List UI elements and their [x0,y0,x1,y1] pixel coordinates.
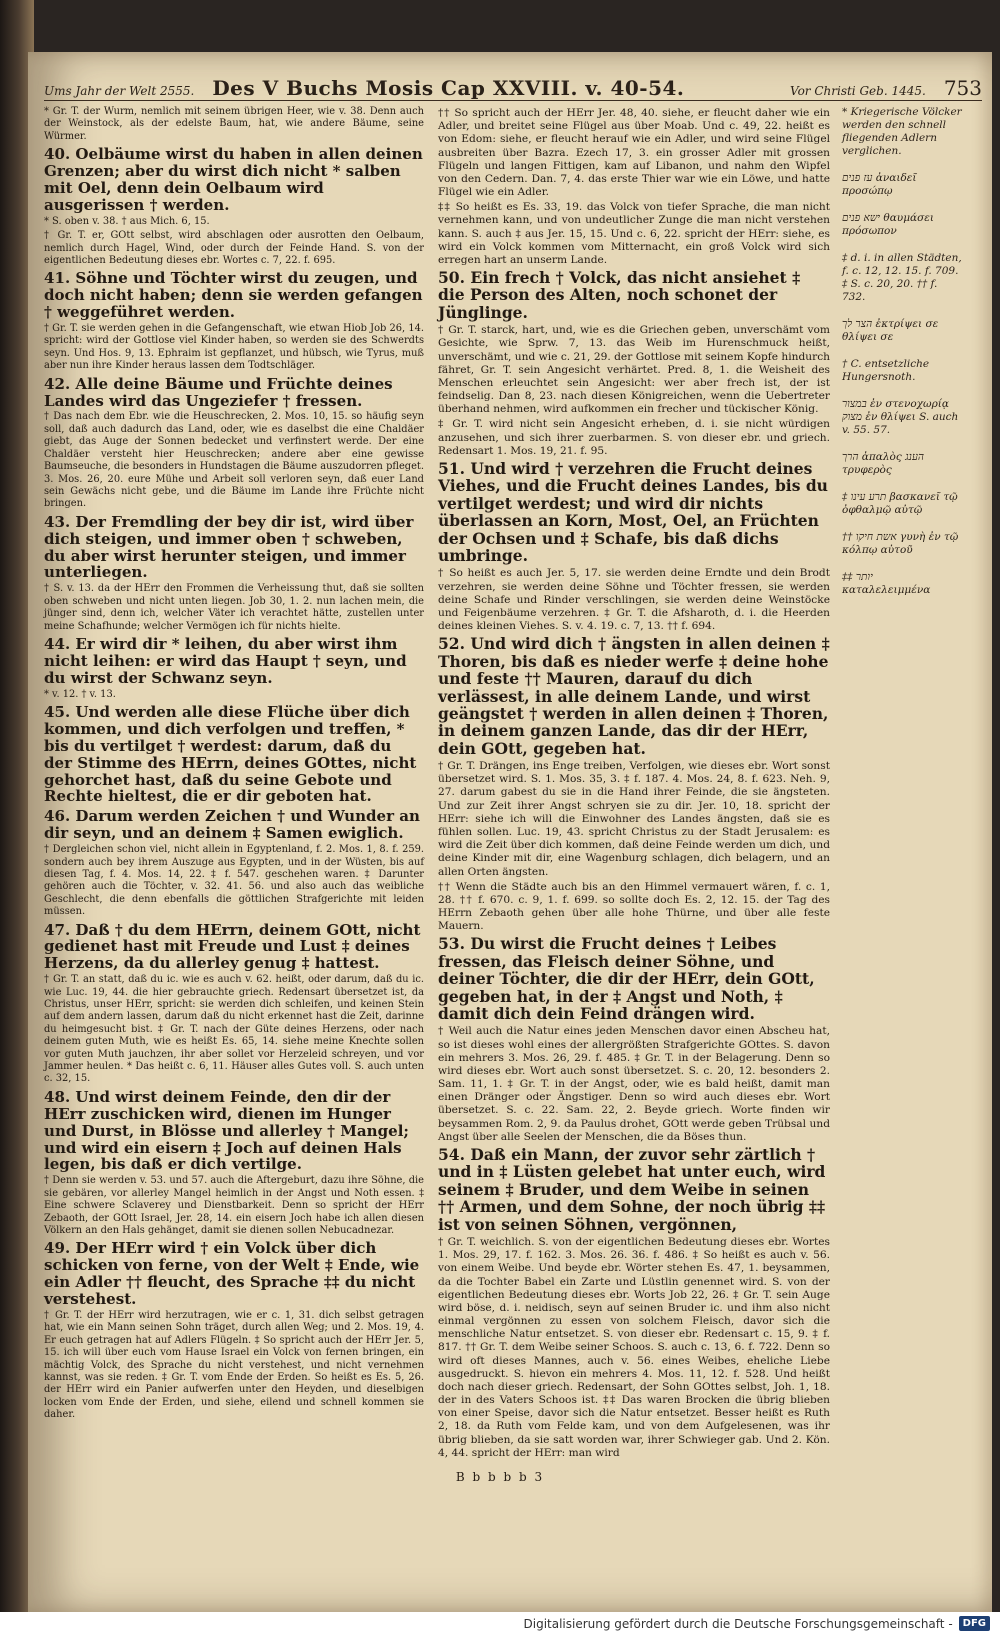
printer-signature: B b b b b 3 [455,1470,545,1484]
margin-note: * Kriegerische Völcker werden den schnell fliegenden Adlern verglichen. [842,106,962,157]
verse-paragraph: 47. Daß † du dem HErrn, deinem GOtt, nicht gedienet hast mit Freude und Lust ‡ deines Herzens, da du allerley genug ‡ hattest. [44,920,421,973]
margin-note: הצר לך ἐκτρίψει σε θλίψει σε [842,318,939,343]
footnote-paragraph: † S. v. 13. da der HErr den Frommen die Verheissung thut, daß sie sollten oben schweben und nicht unten liegen. Job 30, 1. 2. nun lachen mein, die jünger sind, denn ich, welcher Väter ich verachtet hätte, zustellen unter meine Schafhunde; welcher Vermögen ich für nichts hielte. [44,583,424,632]
margin-note: †† אשת חיקו γυνὴ ἐν τῷ κόλπῳ αὐτοῦ [842,531,959,556]
header-title: Des V Buchs Mosis Cap XXVIII. v. 40-54. [212,76,685,100]
verse-paragraph: 46. Darum werden Zeichen † und Wunder an dir seyn, und an deinem ‡ Samen ewiglich. [44,807,420,843]
footnote-paragraph: † So heißt es auch Jer. 5, 17. sie werden deine Erndte und dein Brodt verzehren, sie werden deine Söhne und Töchter fressen, sie werden deine Schafe und Rinder verschlingen, sie werden deine Weinstöcke und Feigenbäume verzehren. ‡ Gr. T. die Afsharoth, d. i. die Heerden deines kleinen Viehes. S. v. 4. 19. c. 7, 13. †† f. 694. [438,566,830,633]
footnote-paragraph: * Gr. T. der Wurm, nemlich mit seinem übrigen Heer, wie v. 38. Denn auch der Weinstock, als der edelste Baum, hat, wie andere Bäume, seine Würmer. [44,106,424,142]
footnote-paragraph: * v. 12. † v. 13. [44,688,116,700]
verse-paragraph: 40. Oelbäume wirst du haben in allen deinen Grenzen; aber du wirst dich nicht * salben mit Oel, denn dein Oelbaum wird ausgerissen † werden. [44,145,423,214]
footnote-paragraph: † Gr. T. sie werden gehen in die Gefangenschaft, wie etwan Hiob Job 26, 14. spricht: wird der Gottlose viel Kinder haben, so werden sie des Schwerdts seyn. Und Hos. 9, 13. Ephraim ist gepflanzet, und hübsch, wie Tyrus, muß aber nun ihre Kinder heraus lassen dem Todtschläger. [44,323,424,372]
verse-paragraph: 53. Du wirst die Frucht deines † Leibes fressen, das Fleisch deiner Söhne, und deiner Töchter, die dir der HErr, dein GOtt, gegeben hat, in der ‡ Angst und Noth, ‡ damit dich dein Feind drängen wird. [438,934,815,1023]
margin-notes [842,106,962,611]
verse-paragraph: 43. Der Fremdling der bey dir ist, wird über dich steigen, und immer oben † schweben, du aber wirst herunter steigen, und immer unterliegen. [44,512,414,582]
verse-paragraph: 44. Er wird dir * leihen, du aber wirst ihm nicht leihen: er wird das Haupt † seyn, und du wirst der Schwanz seyn. [44,634,407,687]
verse-paragraph: 49. Der HErr wird † ein Volck über dich schicken von ferne, von der Welt ‡ Ende, wie ein Adler †† fleucht, des Sprache ‡‡ du nicht verstehest. [44,1239,420,1309]
margin-note: ‡ d. i. in allen Städten, f. c. 12, 12. 15. f. 709. ‡ S. c. 20, 20. †† f. 732. [842,252,962,303]
footnote-paragraph: †† So spricht auch der HErr Jer. 48, 40. siehe, er fleucht daher wie ein Adler, und breitet seine Flügel aus über Moab. Und c. 49, 22. heißt es von Edom: siehe, er fleucht herauf wie ein Adler, und wird seine Flügel ausbreiten über Bazra. Ezech 17, 3. ein grosser Adler mit grossen Flügeln und langen Fittigen, kam auf Libanon, und nahm den Wipfel von den Cedern. Dan. 7, 4. das erste Thier war wie ein Löwe, und hatte Flügel wie ein Adler. [438,106,830,199]
header-rule [44,100,982,101]
margin-note: עז פנים ἀναιδεῖ προσώπῳ [842,172,917,197]
margin-note: הרך ἁπαλὸς הענג τρυφερὸς [842,451,925,476]
footnote-paragraph: † Gr. T. an statt, daß du ic. wie es auch v. 62. heißt, oder darum, daß du ic. wie Luc. 19, 44. die hier gebrauchte griech. Redensart übersetzet ist, da Christus, unser HErr, spricht: sie werden dich schleifen, und keinen Stein auf dem andern lassen, darum daß du nicht erkennet hast die Zeit, darinne du heimgesucht bist. ‡ Gr. T. nach der Güte deines Herzens, oder nach deinem guten Muth, wie es heißt Es. 65, 14. siehe meine Knechte sollen vor guten Muth jauchzen, ihr aber sollet vor Herzeleid schreyen, und vor Jammer heulen. * Das heißt c. 6, 11. Häuser alles Gutes voll. S. auch unten c. 32, 15. [44,974,424,1085]
footer-credit: Digitalisierung gefördert durch die Deutsche Forschungsgemeinschaft - [523,1616,953,1631]
page-number: 753 [943,76,982,100]
verse-paragraph: 48. Und wirst deinem Feinde, den dir der HErr zuschicken wird, dienen im Hunger und Durst, in Blösse und allerley † Mangel; und wird ein eisern ‡ Joch auf deinen Hals legen, bis daß er dich vertilge. [44,1087,409,1174]
digitization-footer [0,1612,1000,1635]
margin-note: ‡ תרע עינו βασκανεῖ τῷ ὀφθαλμῷ αὐτῷ [842,491,958,516]
footnote-paragraph: †† Wenn die Städte auch bis an den Himmel vermauert wären, f. c. 1, 28. †† f. 670. c. 9, 1. f. 699. so sollte doch Es. 2, 12. 15. der Tag des HErrn Zebaoth gehen über alle hohe Thürne, und über alle feste Mauern. [438,879,830,933]
margin-note: ישא פנים θαυμάσει πρόσωπον [842,212,935,237]
right-column [438,106,830,1461]
margin-note: ‡‡ יותר καταλελειμμένα [842,571,931,596]
verse-paragraph: 52. Und wird dich † ängsten in allen deinen ‡ Thoren, bis daß es nieder werfe ‡ deine hohe und feste †† Mauren, darauf du dich verlässest, in alle deinem Lande, und wirst geängstet † werden in allen deinen ‡ Thoren, in deinem ganzen Lande, das dir der HErr, dein GOtt, gegeben hat. [438,634,830,758]
verse-paragraph: 41. Söhne und Töchter wirst du zeugen, und doch nicht haben; denn sie werden gefangen † weggeführet werden. [44,269,423,322]
margin-note: † C. entsetzliche Hungersnoth. [842,358,930,383]
header-christ-year: Vor Christi Geb. 1445. [790,84,926,98]
footnote-paragraph: † Gr. T. er, GOtt selbst, wird abschlagen oder ausrotten den Oelbaum, nemlich durch Hagel, Wind, oder durch der Feinde Hand. S. von der eigentlichen Bedeutung dieses ebr. Wortes c. 7, 22. f. 695. [44,230,424,266]
footnote-paragraph: † Denn sie werden v. 53. und 57. auch die Aftergeburt, dazu ihre Söhne, die sie gebären, vor allerley Mangel heimlich in der Angst und Noth essen. ‡ Eine schwere Sclaverey und Dienstbarkeit. Denn so spricht der HErr Zebaoth, der GOtt Israel, Jer. 28, 14. ein eisern Joch habe ich allen diesen Völkern an den Hals gehänget, damit sie dienen sollen Nebucadnezar. [44,1175,424,1236]
footnote-paragraph: † Gr. T. weichlich. S. von der eigentlichen Bedeutung dieses ebr. Wortes 1. Mos. 29, 17. f. 162. 3. Mos. 26. 36. f. 486. ‡ So heißt es auch v. 56. von einem Weibe. Und beyde ebr. Wörter stehen Es. 47, 1. beysammen, da die Tochter Babel ein Zarte und Lüstlin genennet wird. S. von der eigentlichen Bedeutung dieses ebr. Worts Job 22, 26. ‡ Gr. T. sein Auge wird böse, d. i. neidisch, seyn auf seinen Bruder ic. und ihm also nicht einmal vergönnen zu essen von solchem Fleisch, davor sich die menschliche Natur entsetzet. S. von dieser ebr. Redensart c. 15, 9. ‡ f. 817. †† Gr. T. dem Weibe seiner Schoos. S. auch c. 13, 6. f. 722. Denn so wird oft dieses Mannes, auch v. 56. eines Weibes, eheliche Liebe ausgedruckt. S. hievon ein mehrers 4. Mos. 11, 12. f. 528. Und heißt doch nach dieser griech. Redensart, der Sohn GOttes selbst, Joh. 1, 18. der in des Vaters Schoos ist. ‡‡ Das waren Brocken die übrig blieben von einer Speise, davor sich die Natur entsetzet. Besser heißt es Ruth 2, 18. da Ruth vom Felde kam, und von dem Aufgelesenen, was ihr übrig blieben, da sie satt worden war, ihrer Schwieger gab. Und 2. Kön. 4, 44. spricht der HErr: man wird [438,1234,830,1459]
footnote-paragraph: † Dergleichen schon viel, nicht allein in Egyptenland, f. 2. Mos. 1, 8. f. 259. sondern auch bey ihrem Auszuge aus Egypten, und in der Wüsten, bis auf diesen Tag, f. 4. Mos. 14, 22. ‡ f. 547. geschehen waren. ‡ Darunter gehören auch die Töchter, v. 32. 41. 56. und also auch das weibliche Geschlecht, die denn ebenfalls die göttlichen Strafgerichte mit leiden müssen. [44,844,424,918]
header-world-year: Ums Jahr der Welt 2555. [44,84,195,98]
footnote-paragraph: ‡‡ So heißt es Es. 33, 19. das Volck von tiefer Sprache, die man nicht vernehmen kann, und von undeutlicher Zunge die man nicht verstehen kann. S. auch ‡ aus Jer. 15, 15. Und c. 6, 22. spricht der HErr: siehe, es wird ein Volck kommen vom Mitternacht, ein groß Volck wird sich erregen hart an unserm Lande. [438,200,830,266]
left-column [44,106,424,1424]
verse-paragraph: 51. Und wird † verzehren die Frucht deines Viehes, und die Frucht deines Landes, bis du vertilget werdest; und wird dir nichts überlassen an Korn, Most, Oel, an Früchten der Ochsen und ‡ Schafe, bis daß dichs umbringe. [438,459,828,566]
dfg-logo: DFG [959,1616,990,1631]
margin-note: במצור ἐν στενοχωρίᾳ מצוק ἐν θλίψει S. auch v. 55. 57. [842,398,959,436]
footnote-paragraph: † Gr. T. starck, hart, und, wie es die Griechen geben, unverschämt vom Gesichte, wie Sprw. 7, 13. das Weib im Hurenschmuck heißt, unverschämt, und wie c. 21, 29. der Gottlose mit seinem Kopfe hindurch fähret, Gr. T. sein Angesicht verhärtet. Pred. 8, 1. die Weisheit des Menschen erleuchtet sein Angesicht: wer aber frech ist, der ist feindselig. Dan 8, 23. nach diesen Königreichen, wenn die Uebertreter überhand nehmen, wird aufkommen ein frecher und tückischer König. [438,323,830,416]
verse-paragraph: 50. Ein frech † Volck, das nicht ansiehet ‡ die Person des Alten, noch schonet der Jünglinge. [438,268,801,322]
footnote-paragraph: * S. oben v. 38. † aus Mich. 6, 15. [44,215,210,227]
footnote-paragraph: † Gr. T. der HErr wird herzutragen, wie er c. 1, 31. dich selbst getragen hat, wie ein Mann seinen Sohn träget, durch allen Weg; und 2. Mos. 19, 4. Er euch getragen hat auf Adlers Flügeln. ‡ So spricht auch der HErr Jer. 5, 15. ich will über euch vom Hause Israel ein Volck von fernen bringen, ein mächtig Volck, des Sprache du nicht verstehest, und nicht vernehmen kannst, was sie reden. ‡ Gr. T. vom Ende der Erden. So heißt es Es. 5, 26. der HErr wird ein Panier aufwerfen unter den Heyden, und dieselbigen locken vom Ende der Erden, und siehe, eilend und schnell kommen sie daher. [44,1309,424,1421]
verse-paragraph: 54. Daß ein Mann, der zuvor sehr zärtlich † und in ‡ Lüsten gelebet hat unter euch, wird seinem ‡ Bruder, und dem Weibe in seinen †† Armen, und dem Sohne, der noch übrig ‡‡ ist von seinen Söhnen, vergönnen, [438,1144,826,1234]
footnote-paragraph: ‡ Gr. T. wird nicht sein Angesicht erheben, d. i. sie nicht würdigen anzusehen, und sich ihrer zuerbarmen. S. von dieser ebr. und griech. Redensart 1. Mos. 19, 21. f. 95. [438,417,830,457]
footnote-paragraph: † Weil auch die Natur eines jeden Menschen davor einen Abscheu hat, so ist dieses wohl eines der allergrößten Strafgerichte GOttes. S. davon ein mehrers 3. Mos. 26, 29. f. 485. ‡ Gr. T. in der Belagerung. Denn so wird dieses ebr. Wort auch sonst übersetzet. S. c. 20, 12. besonders 2. Sam. 11, 1. ‡ Gr. T. in der Angst, oder, wie es bald heißt, damit man einen Dränger oder Ängstiger. Denn so wird auch dieses ebr. Wort übersetzet. S. c. 22. Sam. 22, 2. Beyde griech. Worte finden wir beysammen Rom. 2, 9. da Paulus drohet, GOtt werde geben Trübsal und Angst über alle Seelen der Menschen, die da Böses thun. [438,1024,830,1143]
verse-paragraph: 45. Und werden alle diese Flüche über dich kommen, und dich verfolgen und treffen, * bis du vertilget † werdest: darum, daß du der Stimme des HErrn, deines GOttes, nicht gehorchet hast, daß du seine Gebote und Rechte hieltest, die er dir geboten hat. [44,703,417,806]
footnote-paragraph: † Das nach dem Ebr. wie die Heuschrecken, 2. Mos. 10, 15. so häufig seyn soll, daß auch dadurch das Land, oder, wie es daselbst die eine Chaldäer giebt, das Auge der Sonnen bedecket und verfinstert werde. Der eine Chaldäer versteht hier Heuschrecken; andere aber eine gewisse Baumseuche, die besonders in Hundstagen die Bäume auszudorren pfleget. 3. Mos. 26, 20. eure Mühe und Arbeit soll verloren seyn, daß euer Land sein Gewächs nicht gebe, und die Bäume im Lande ihre Früchte nicht bringen. [44,411,424,510]
footnote-paragraph: † Gr. T. Drängen, ins Enge treiben, Verfolgen, wie dieses ebr. Wort sonst übersetzet wird. S. 1. Mos. 35, 3. ‡ f. 187. 4. Mos. 24, 8. f. 623. Neh. 9, 27. darum gabest du sie in die Hand ihrer Feinde, die sie ängsteten. Und zur Zeit ihrer Angst schryen sie zu dir. Jer. 10, 18. spricht der HErr: siehe ich will die Einwohner des Landes ängsten, daß sie es fühlen sollen. Luc. 19, 43. spricht Christus zu der Stadt Jerusalem: es wird die Zeit über dich kommen, daß deine Feinde werden um dich, und deine Kinder mit dir, eine Wagenburg schlagen, dich belagern, und an allen Orten ängsten. [438,759,830,878]
verse-paragraph: 42. Alle deine Bäume und Früchte deines Landes wird das Ungeziefer † fressen. [44,374,393,410]
